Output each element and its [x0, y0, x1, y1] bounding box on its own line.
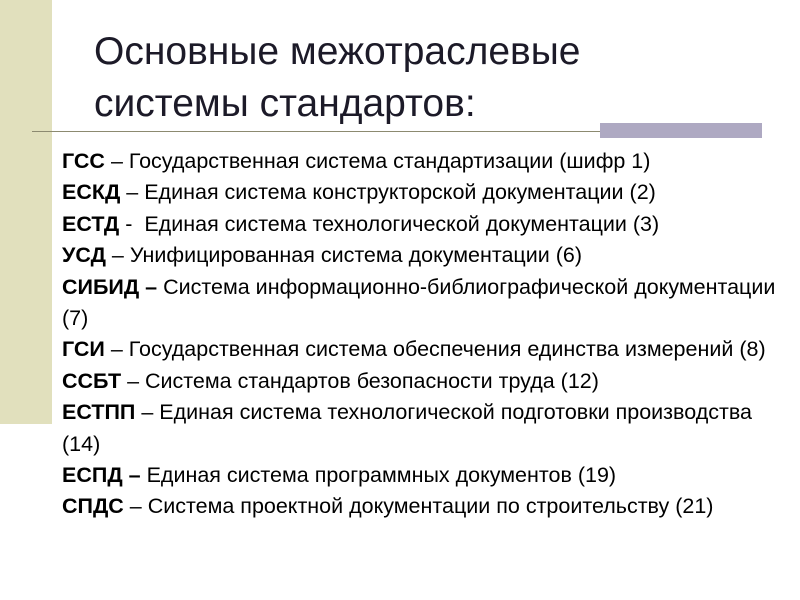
list-item [62, 397, 782, 460]
standard-abbreviation: ЕСТПП [62, 400, 136, 425]
list-item [62, 334, 782, 365]
standard-description: Государственная система стандартизации (шифр 1) [128, 149, 651, 173]
standard-description: Унифицированная система документации (6) [129, 243, 583, 268]
slide-title-line-2: системы стандартов: [94, 82, 476, 125]
left-accent-bar [0, 0, 52, 424]
standard-abbreviation: ЕСТД [62, 211, 120, 236]
separator: – [104, 149, 129, 173]
separator: – [105, 243, 130, 268]
standard-abbreviation: ЕСКД [62, 180, 121, 205]
title-divider-line [32, 131, 600, 132]
list-item [62, 146, 782, 177]
list-item [62, 366, 782, 397]
separator: – [120, 180, 145, 205]
standard-description: Единая система технологической подготовки производства (14) [62, 400, 752, 456]
standard-description: Система проектной документации по строительству (21) [147, 494, 714, 519]
standard-abbreviation: УСД [62, 243, 106, 268]
standard-description: Государственная система обеспечения единства измерений (8) [128, 337, 766, 362]
standards-list [62, 146, 782, 523]
standard-abbreviation: ЕСПД – [62, 463, 141, 488]
standard-abbreviation: СПДС [62, 494, 124, 519]
list-item [62, 272, 782, 335]
list-item [62, 460, 782, 491]
standard-abbreviation: ГСС [62, 149, 105, 173]
title-divider-accent [600, 123, 762, 138]
standard-description: Единая система конструкторской документации (2) [144, 180, 656, 205]
slide-title [94, 26, 754, 130]
slide-title-line-1: Основные межотраслевые [94, 30, 581, 73]
list-item [62, 240, 782, 271]
separator: – [123, 494, 148, 519]
separator: – [104, 337, 129, 362]
standard-description: Система информационно-библиографической документации (7) [62, 274, 776, 331]
list-item [62, 177, 782, 208]
standard-description: Единая система технологической документации (3) [144, 211, 660, 236]
separator: - [119, 211, 145, 236]
list-item [62, 491, 782, 522]
separator: – [121, 368, 146, 393]
standard-abbreviation: ССБТ [62, 368, 122, 393]
list-item [62, 209, 782, 240]
standard-abbreviation: ГСИ [62, 337, 105, 362]
standard-abbreviation: СИБИД – [62, 274, 158, 299]
separator: – [135, 400, 160, 425]
standard-description: Система стандартов безопасности труда (12) [145, 368, 599, 393]
standard-description: Единая система программных документов (19) [146, 463, 617, 488]
